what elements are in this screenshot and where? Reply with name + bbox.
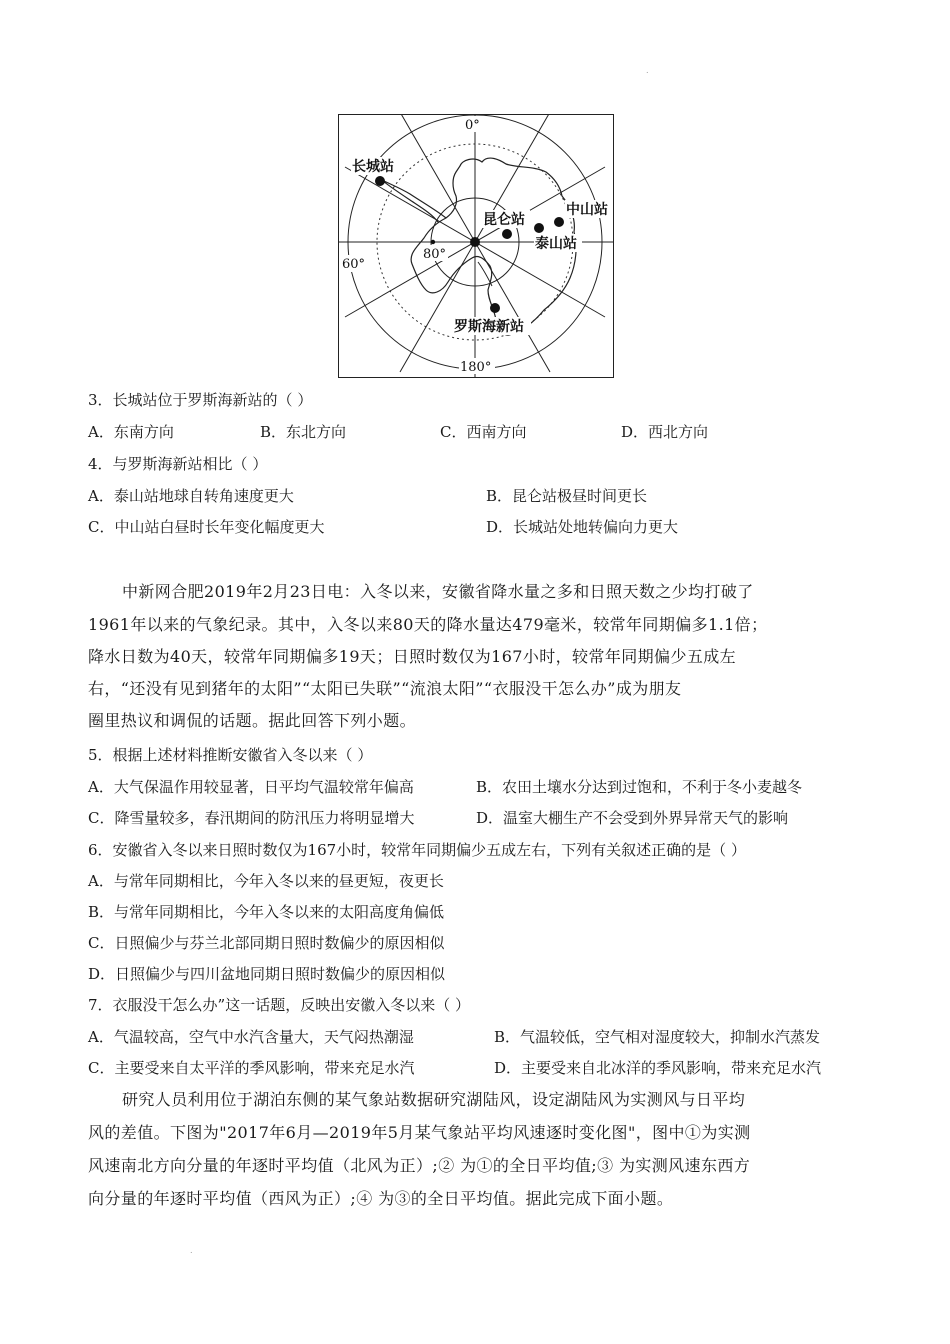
q5-option-d[interactable]: D．温室大棚生产不会受到外界异常天气的影响	[476, 809, 789, 827]
zhongshan-label: 中山站	[566, 202, 608, 218]
lat-80-marker	[431, 240, 435, 244]
q3-option-a[interactable]: A．东南方向	[88, 423, 174, 441]
kunlun-station-dot	[502, 229, 512, 239]
passage1-line-5: 圈里热议和调侃的话题。据此回答下列小题。	[88, 711, 417, 730]
q3-option-b[interactable]: B．东北方向	[260, 423, 347, 441]
q6-stem: 6．安徽省入冬以来日照时数仅为167小时，较常年同期偏少五成左右，下列有关叙述正确的是（ ）	[88, 841, 746, 859]
q4-option-d[interactable]: D．长城站处地转偏向力更大	[486, 518, 679, 536]
scan-dot-bottom: .	[190, 1246, 193, 1255]
kunlun-label: 昆仑站	[483, 212, 525, 228]
q6-option-b[interactable]: B．与常年同期相比，今年入冬以来的太阳高度角偏低	[88, 903, 445, 921]
q4-stem: 4．与罗斯海新站相比（ ）	[88, 455, 268, 473]
taishan-label: 泰山站	[535, 236, 577, 252]
passage2-line-4: 向分量的年逐时平均值（西风为正）;④ 为③的全日平均值。据此完成下面小题。	[88, 1189, 674, 1208]
q7-option-c[interactable]: C．主要受来自太平洋的季风影响，带来充足水汽	[88, 1059, 415, 1077]
passage1-line-4: 右，“还没有见到猪年的太阳”“太阳已失联”“流浪太阳”“衣服没干怎么办”成为朋友	[88, 679, 682, 698]
q6-option-c[interactable]: C．日照偏少与芬兰北部同期日照时数偏少的原因相似	[88, 934, 445, 952]
q5-option-b[interactable]: B．农田土壤水分达到过饱和，不利于冬小麦越冬	[476, 778, 803, 796]
lon-0-label: 0°	[465, 118, 480, 133]
q5-stem: 5．根据上述材料推断安徽省入冬以来（ ）	[88, 746, 373, 764]
luosihai-station-dot	[490, 303, 500, 313]
q7-option-d[interactable]: D．主要受来自北冰洋的季风影响，带来充足水汽	[494, 1059, 822, 1077]
q4-option-b[interactable]: B．昆仑站极昼时间更长	[486, 487, 648, 505]
taishan-station-dot	[534, 223, 544, 233]
q7-stem: 7．衣服没干怎么办”这一话题，反映出安徽入冬以来（ ）	[88, 996, 470, 1014]
south-pole-dot	[470, 237, 480, 247]
zhongshan-station-dot	[554, 217, 564, 227]
q7-option-b[interactable]: B．气温较低，空气相对湿度较大，抑制水汽蒸发	[494, 1028, 821, 1046]
q3-option-c[interactable]: C．西南方向	[440, 423, 527, 441]
lat-80-label: 80°	[423, 247, 447, 262]
q6-option-a[interactable]: A．与常年同期相比，今年入冬以来的昼更短，夜更长	[88, 872, 444, 890]
changcheng-label: 长城站	[352, 159, 394, 175]
lon-180-label: 180°	[460, 360, 492, 375]
q5-option-c[interactable]: C．降雪量较多，春汛期间的防汛压力将明显增大	[88, 809, 415, 827]
passage2-line-1: 研究人员利用位于湖泊东侧的某气象站数据研究湖陆风，设定湖陆风为实测风与日平均	[122, 1090, 746, 1109]
luosihai-label: 罗斯海新站	[454, 319, 524, 335]
q4-option-c[interactable]: C．中山站白昼时长年变化幅度更大	[88, 518, 325, 536]
antarctica-polar-map	[338, 114, 614, 378]
passage1-line-2: 1961年以来的气象纪录。其中，入冬以来80天的降水量达479毫米，较常年同期偏多1.1倍；	[88, 615, 768, 634]
q5-option-a[interactable]: A．大气保温作用较显著，日平均气温较常年偏高	[88, 778, 414, 796]
q7-option-a[interactable]: A．气温较高，空气中水汽含量大，天气闷热潮湿	[88, 1028, 414, 1046]
q4-option-a[interactable]: A．泰山站地球自转角速度更大	[88, 487, 294, 505]
lat-60-label: 60°	[342, 257, 366, 272]
changcheng-station-dot	[375, 176, 385, 186]
passage2-line-2: 风的差值。下图为"2017年6月—2019年5月某气象站平均风速逐时变化图"，图中①为实测	[88, 1123, 751, 1142]
passage2-line-3: 风速南北方向分量的年逐时平均值（北风为正）;② 为①的全日平均值;③ 为实测风速东西方	[88, 1156, 751, 1175]
q3-option-d[interactable]: D．西北方向	[621, 423, 709, 441]
q3-stem: 3．长城站位于罗斯海新站的（ ）	[88, 391, 313, 409]
passage1-line-1: 中新网合肥2019年2月23日电：入冬以来，安徽省降水量之多和日照天数之少均打破了	[122, 582, 754, 601]
passage1-line-3: 降水日数为40天，较常年同期偏多19天；日照时数仅为167小时，较常年同期偏少五成左	[88, 647, 737, 666]
q6-option-d[interactable]: D．日照偏少与四川盆地同期日照时数偏少的原因相似	[88, 965, 446, 983]
scan-dot: .	[646, 66, 649, 75]
